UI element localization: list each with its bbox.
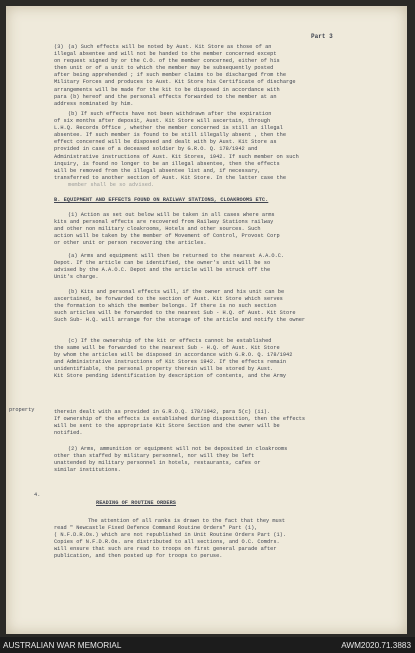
text-line: unattended by military personnel in hotels, restaurants, cafes or (54, 460, 261, 467)
text-line: such articles will be forwarded to the nearest Sub - H.Q. of Aust. Kit Store (54, 310, 296, 317)
section-3-para-b (54, 111, 299, 182)
text-line: (1) Action as set out below will be taken in all cases where arms (68, 212, 275, 218)
margin-word: property (9, 407, 35, 413)
text-line: provided in case of a deceased soldier by G.R.O. Q. 178/1942 and (54, 146, 258, 153)
text-line: transferred to another section of Aust. Kit Store. In the latter case the (54, 174, 287, 181)
text-line: then unit or of a unit to which the member may be subsequently posted (54, 65, 274, 72)
page-label: Part 3 (311, 33, 333, 40)
text-line: Military Forces and produces to Aust. Kit Store his Certificate of discharge (54, 79, 296, 86)
text-line: (b) If such effects have not been withdrawn after the expiration (68, 111, 272, 117)
section-3-number: (3) (54, 44, 64, 50)
text-line: the same will be forwarded to the nearest Sub - H.Q. of Aust. Kit Store (54, 345, 280, 352)
text-line: will ensure that such are read to troops on first general parade after (54, 546, 277, 553)
text-line: will be removed from the illegal absentee list and, if necessary, (54, 167, 261, 174)
section-b-para-a (54, 253, 284, 281)
text-line: Such Sub- H.Q. will arrange for the storage of the article and notify the owner (54, 317, 306, 324)
text-line: will be sent to the appropriate Kit Store Section and the owner will be (54, 423, 280, 430)
section-3-para-b-overstrike: member shall be so advised. (68, 182, 155, 188)
text-line: para (b) hereof and the personal effects forwarded to the member at an (54, 93, 277, 100)
section-3-para-a (54, 44, 296, 108)
section-b-para-c-tail (54, 409, 305, 437)
text-line: The attention of all ranks is drawn to the fact that they must (88, 518, 286, 524)
text-line: action will be taken by the member of Movement of Control, Provost Corp (54, 233, 280, 240)
text-line: ( N.F.D.R.Os.) which are not republished in Unit Routine Orders Part (1). (54, 532, 287, 539)
text-line: by whom the articles will be disposed in accordance with G.R.O. Q. 178/1942 (54, 352, 293, 359)
text-line: (2) Arms, ammunition or equipment will not be deposited in cloakrooms (68, 446, 288, 452)
text-line: address nominated by him. (54, 100, 134, 107)
text-line: publication, and then posted up for troops to peruse. (54, 553, 223, 560)
text-line: (a) Arms and equipment will then be returned to the nearest A.A.O.C. (68, 253, 285, 259)
text-line: unidentifiable, the personal property therein will be stored by Aust. (54, 366, 274, 373)
document-page (6, 6, 407, 634)
text-line: illegal absentee and will not be handed to the member concerned except (54, 51, 277, 58)
section-4-heading: READING OF ROUTINE ORDERS (96, 500, 176, 506)
text-line: L.H.Q. Records Office , whether the member concerned is still an illegal (54, 125, 283, 132)
archive-footer-bar (0, 637, 415, 653)
text-line: other than staffed by military personnel, nor will they be left (54, 453, 255, 460)
text-line: Depot. If the article can be identified, the owner's unit will be so (54, 260, 271, 267)
text-line: ascertained, be forwarded to the section of Aust. Kit Store which serves (54, 296, 283, 303)
text-line: Kit Store pending identification by description of contents, and the Army (54, 373, 287, 380)
text-line: of six months after deposit, Aust. Kit Store will ascertain, through (54, 118, 271, 125)
text-line: Unit's charge. (54, 274, 99, 281)
section-b-para-c (54, 338, 292, 381)
text-line: absentee. If such member is found to be still illegally absent , then the (54, 132, 287, 139)
text-line: (a) Such effects will be noted by Aust. Kit Store as those of an (68, 44, 272, 50)
section-b-para-1 (54, 212, 280, 247)
text-line: advised by the A.A.O.C. Depot and the article will be struck off the (54, 267, 271, 274)
text-line: after being apprehended ; if such member claims to be discharged from the (54, 72, 287, 79)
text-line: therein dealt with as provided in G.R.O.Q. 178/1942, para 5(c) (ii). (54, 409, 271, 415)
text-line: notified. (54, 430, 83, 437)
text-line: (c) If the ownership of the kit or effects cannot be established (68, 338, 272, 344)
section-b-para-2 (54, 446, 287, 474)
text-line: inquiry, is found no longer to be an illegal absentee, then the effects (54, 160, 280, 167)
text-line: effect concerned will be disposed and dealt with by Aust. Kit Store as (54, 139, 277, 146)
text-line: If ownership of the effects is established during disposition, then the effects (54, 416, 306, 423)
section-4-number: 4. (34, 492, 41, 498)
section-b-para-b (54, 289, 305, 324)
text-line: kits and personal effects are recovered from Railway Stations railway (54, 219, 274, 226)
section-4-body (54, 518, 286, 561)
text-line: on request signed by or the C.O. of the member concerned, either of his (54, 58, 280, 65)
text-line: Copies of N.F.D.R.Os. are distributed to all sections, and O.C. Comdrs. (54, 539, 280, 546)
text-line: the formation to which the member belongs. If there is no such section (54, 303, 277, 310)
text-line: read " Newcastle Fixed Defence Command Routine Orders" Part (1), (54, 525, 258, 532)
text-line: similar institutions. (54, 467, 121, 474)
text-line: arrangements will be made for the kit to be disposed in accordance with (54, 86, 280, 93)
text-line: and other non military cloakrooms, Hotels and other sources. Such (54, 226, 261, 233)
section-b-heading: B. EQUIPMENT AND EFFECTS FOUND ON RAILWAY STATIONS, CLOAKROOMS ETC. (54, 197, 269, 203)
text-line: and Administrative instructions of Kit Stores 1942. If the effects remain (54, 359, 287, 366)
text-line: or other unit or person recovering the articles. (54, 240, 207, 247)
archive-reference: AWM2020.71.3883 (341, 641, 411, 650)
archive-name: AUSTRALIAN WAR MEMORIAL (3, 641, 122, 650)
text-line: (b) Kits and personal effects will, if the owner and his unit can be (68, 289, 285, 295)
text-line: Administrative instructions of Aust. Kit Stores, 1942. If such member on such (54, 153, 299, 160)
